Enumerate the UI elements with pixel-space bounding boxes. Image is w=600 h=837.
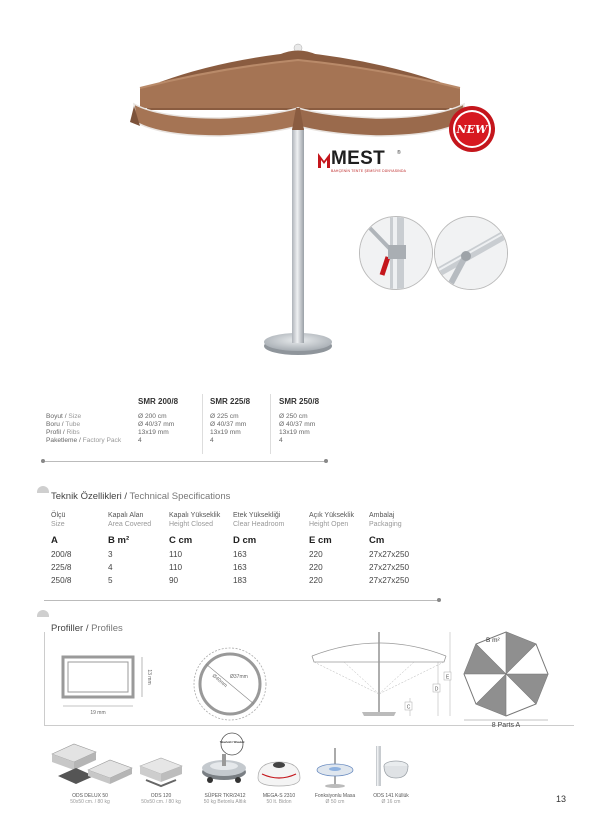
tube-outer-label: Ø40mm bbox=[210, 672, 229, 689]
dim-e-label: E bbox=[445, 674, 450, 681]
pack-cell: 4 bbox=[279, 437, 283, 444]
divider-line bbox=[44, 461, 326, 462]
tube-profile-drawing bbox=[190, 644, 270, 724]
base-caption: Fonksiyonlu Masa Ø 50 cm bbox=[314, 793, 356, 805]
col-header-area: Kapalı Alan bbox=[108, 512, 144, 519]
brand-logo bbox=[317, 148, 407, 180]
spec-cell: 4 bbox=[108, 563, 113, 572]
spec-cell: 163 bbox=[233, 550, 247, 559]
functional-table-image bbox=[312, 748, 358, 790]
ribs-cell: 13x19 mm bbox=[210, 429, 241, 436]
brand-name: MEST bbox=[331, 148, 385, 169]
umbrella-product-image bbox=[100, 30, 520, 370]
divider-line bbox=[44, 600, 439, 601]
col-code-height-closed: C cm bbox=[169, 535, 193, 546]
spec-cell: 163 bbox=[233, 563, 247, 572]
tilt-mechanism-detail-image bbox=[359, 216, 433, 290]
tech-section-title: Teknik Özellikleri / Technical Specifications bbox=[51, 491, 231, 502]
model-header-250: SMR 250/8 bbox=[279, 397, 320, 406]
col-header-height-closed: Kapalı Yükseklik bbox=[169, 512, 221, 519]
col-code-packaging: Cm bbox=[369, 535, 385, 546]
pack-cell: 4 bbox=[210, 437, 214, 444]
divider-dot bbox=[41, 459, 45, 463]
base-caption: ODS 120 50x50 cm. / 80 kg bbox=[141, 793, 181, 805]
new-badge-label: NEW bbox=[456, 123, 488, 136]
size-row-label: Boyut / Size bbox=[46, 413, 82, 420]
base-caption: ODS DELUX 50 50x50 cm. / 80 kg bbox=[70, 793, 110, 805]
col-code-area: B m² bbox=[108, 535, 130, 546]
page-number: 13 bbox=[556, 794, 567, 804]
spec-cell: 27x27x250 bbox=[369, 576, 410, 585]
spec-cell: 250/8 bbox=[51, 576, 72, 585]
spec-cell: 220 bbox=[309, 563, 323, 572]
dim-c-label: C bbox=[406, 704, 411, 711]
ribs-row-label: Profil / Ribs bbox=[46, 429, 80, 436]
umbrella-top-view-drawing bbox=[456, 626, 556, 728]
col-code-size: A bbox=[51, 535, 58, 546]
divider-dot bbox=[437, 598, 441, 602]
base-super-tkr-2412-image bbox=[196, 730, 256, 788]
spec-cell: 225/8 bbox=[51, 563, 72, 572]
spec-cell: 3 bbox=[108, 550, 113, 559]
section-umbrella-icon bbox=[37, 610, 49, 617]
col-header-headroom: Etek Yüksekliği bbox=[233, 512, 281, 519]
umbrella-dimension-drawing bbox=[304, 628, 454, 724]
section-umbrella-icon bbox=[37, 486, 49, 493]
model-header-200: SMR 200/8 bbox=[138, 397, 179, 406]
tube-inner-label: Ø37mm bbox=[230, 674, 248, 680]
tube-row-label: Boru / Tube bbox=[46, 421, 81, 428]
col-subheader-packaging: Packaging bbox=[369, 521, 402, 528]
rib-joint-detail-image bbox=[434, 216, 508, 290]
brand-tagline: BAHÇENİN TENTE ŞEMSİYE DÜNYASINDA bbox=[331, 169, 407, 173]
base-ods-120-image bbox=[136, 752, 186, 788]
col-code-height-open: E cm bbox=[309, 535, 332, 546]
spec-cell: 183 bbox=[233, 576, 247, 585]
base-caption: SÜPER TKR/2412 50 kg Betonlu Altlık bbox=[203, 793, 247, 805]
profiles-section-title: Profiller / Profiles bbox=[51, 623, 123, 634]
spec-cell: 27x27x250 bbox=[369, 563, 410, 572]
rib-profile-drawing bbox=[58, 652, 154, 716]
spec-cell: 90 bbox=[169, 576, 179, 585]
size-cell: Ø 200 cm bbox=[138, 413, 167, 420]
ribs-cell: 13x19 mm bbox=[138, 429, 169, 436]
col-subheader-area: Area Covered bbox=[108, 521, 152, 528]
mest-logo-mark-icon bbox=[317, 149, 331, 169]
spec-cell: 110 bbox=[169, 550, 183, 559]
top-view-caption: 8 Parts A bbox=[491, 722, 521, 728]
col-code-headroom: D cm bbox=[233, 535, 257, 546]
col-header-height-open: Açık Yükseklik bbox=[309, 512, 354, 519]
wheeled-stamp-label: Tekerlekli / Wheeled bbox=[219, 741, 245, 744]
col-subheader-headroom: Clear Headroom bbox=[233, 521, 285, 528]
base-mega-s-2310-image bbox=[254, 752, 304, 790]
divider-dot bbox=[324, 459, 328, 463]
size-cell: Ø 250 cm bbox=[279, 413, 308, 420]
col-subheader-height-open: Height Open bbox=[309, 521, 349, 528]
spec-cell: 200/8 bbox=[51, 550, 72, 559]
top-view-area-label: B m² bbox=[486, 637, 500, 644]
col-header-size: Ölçü bbox=[51, 512, 66, 519]
dim-d-label: D bbox=[434, 686, 439, 693]
spec-cell: 220 bbox=[309, 576, 323, 585]
column-divider bbox=[202, 394, 203, 454]
rib-width-label: 19 mm bbox=[90, 710, 106, 716]
new-badge bbox=[447, 104, 497, 154]
col-header-packaging: Ambalaj bbox=[369, 512, 395, 519]
rib-height-label: 13 mm bbox=[146, 669, 152, 685]
base-caption: ODS 141 Küllük Ø 16 cm bbox=[373, 793, 409, 805]
pack-cell: 4 bbox=[138, 437, 142, 444]
col-subheader-height-closed: Height Closed bbox=[169, 521, 213, 528]
spec-cell: 220 bbox=[309, 550, 323, 559]
model-header-225: SMR 225/8 bbox=[210, 397, 251, 406]
ribs-cell: 13x19 mm bbox=[279, 429, 310, 436]
brand-registered-mark: ® bbox=[397, 150, 401, 156]
tube-cell: Ø 40/37 mm bbox=[138, 421, 175, 428]
pack-row-label: Paketleme / Factory Pack bbox=[46, 437, 122, 444]
size-cell: Ø 225 cm bbox=[210, 413, 239, 420]
tube-cell: Ø 40/37 mm bbox=[279, 421, 316, 428]
tube-cell: Ø 40/37 mm bbox=[210, 421, 247, 428]
base-ods-delux-50-image bbox=[48, 732, 138, 786]
spec-cell: 5 bbox=[108, 576, 113, 585]
spec-cell: 110 bbox=[169, 563, 183, 572]
ashtray-image bbox=[368, 744, 412, 788]
column-divider bbox=[270, 394, 271, 454]
col-subheader-size: Size bbox=[51, 521, 65, 528]
spec-cell: 27x27x250 bbox=[369, 550, 410, 559]
base-caption: MEGA-S 2310 50 lt. Bidon bbox=[262, 793, 296, 805]
